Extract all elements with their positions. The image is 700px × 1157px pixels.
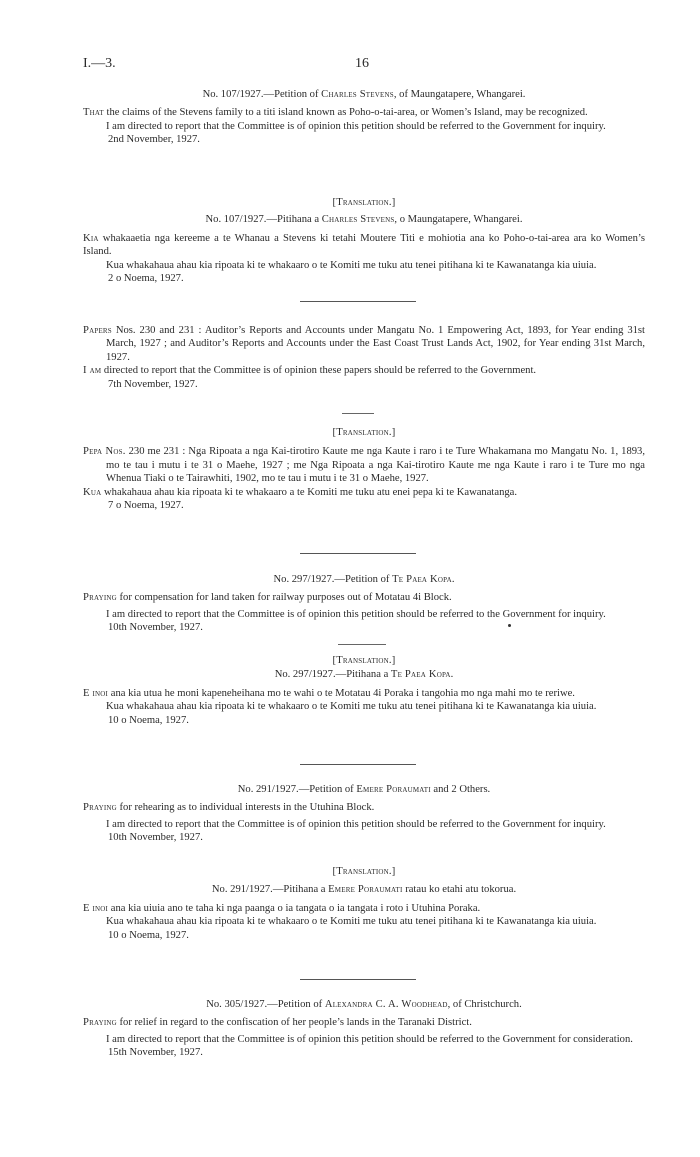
translation-label: [Translation.]	[332, 197, 396, 208]
petition-body-maori: E inoi ana kia uiuia ano te taha ki nga paanga o ia tangata o ia tangata i roto i Utuhina Poraka.	[83, 902, 481, 914]
petition-body: Praying for compensation for land taken for railway purposes out of Motatau 4i Block.	[83, 592, 452, 604]
committee-report-maori: Kua whakahaua ahau kia ripoata ki te whakaaro o te Komiti me tuku atu tenei pitihana ki te Kawanatanga kia uiuia.	[106, 916, 597, 928]
petition-305-english	[83, 998, 645, 1060]
ink-speck	[508, 624, 511, 627]
section-divider	[300, 764, 416, 765]
report-date: 10th November, 1927.	[108, 622, 203, 634]
petition-heading-maori: No. 291/1927.—Pitihana a Emere Poraumati ratau ko etahi atu tokorua.	[211, 884, 517, 896]
committee-report-maori: Kua whakahaua ahau kia ripoata ki te whakaaro o te Komiti me tuku atu tenei pitihana ki te Kawanatanga kia uiuia.	[106, 259, 597, 271]
petition-297-english	[83, 573, 645, 635]
petition-heading-maori: No. 297/1927.—Pitihana a Te Paea Kopa.	[274, 669, 454, 681]
petition-heading: No. 291/1927.—Petition of Emere Poraumati and 2 Others.	[237, 784, 491, 795]
translation-label: [Translation.]	[332, 866, 396, 877]
petition-body: That the claims of the Stevens family to a titi island known as Poho-o-tai-area, or Women’s Island, may be recognized.	[83, 107, 588, 119]
petition-107-english	[83, 88, 645, 147]
section-divider	[300, 301, 416, 302]
committee-report: I am directed to report that the Committee is of opinion this petition should be referred to the Government for consideration.	[106, 1033, 633, 1045]
page-number: 16	[355, 56, 369, 71]
committee-report: I am directed to report that the Committee is of opinion this petition should be referred to the Government for inquiry.	[106, 818, 606, 830]
petition-heading: No. 305/1927.—Petition of Alexandra C. A. Woodhead, of Christchurch.	[206, 999, 522, 1010]
report-date: 7th November, 1927.	[108, 378, 198, 390]
committee-report-maori: Kua whakahaua ahau kia ripoata ki te whakaaro o te Komiti me tuku atu tenei pitihana ki te Kawanatanga kia uiuia.	[106, 701, 597, 713]
papers-230-231-english	[83, 324, 645, 391]
petition-heading: No. 297/1927.—Petition of Te Paea Kopa.	[273, 574, 455, 585]
document-reference: I.—3.	[83, 56, 116, 71]
report-date-maori: 10 o Noema, 1927.	[108, 714, 189, 726]
report-date: 10th November, 1927.	[108, 832, 203, 844]
translation-label: [Translation.]	[332, 655, 396, 666]
petition-heading-maori: No. 107/1927.—Pitihana a Charles Stevens, o Maungatapere, Whangarei.	[205, 214, 523, 226]
report-date: 2nd November, 1927.	[108, 134, 200, 146]
section-divider	[300, 553, 416, 554]
translation-label: [Translation.]	[332, 427, 396, 438]
petition-body-maori: Kia whakaaetia nga kereeme a te Whanau a Stevens ki tetahi Moutere Titi e mohiotia ana ko Poho-o-tai-area ara ko Women’s Island.	[83, 232, 645, 258]
report-date-maori: 2 o Noema, 1927.	[108, 273, 184, 285]
committee-report: I am directed to report that the Committee is of opinion these papers should be referred to the Government.	[83, 365, 537, 377]
report-date-maori: 7 o Noema, 1927.	[108, 500, 184, 512]
papers-description-maori: Pepa Nos. 230 me 231 : Nga Ripoata a nga Kai-tirotiro Kaute me nga Kaute i raro i te Ture Whakamana mo Mangatu No. 1, 1893, mo te tau i mutu i te 31 o Maehe, 1927 ; me Nga Ripoata a nga Kai-tirotiro Kaute me nga Kaute i raro i te Ture mo nga Whenua Tiaki o te Tairawhiti, 1902, mo te tau i mutu i te 31 o Maehe, 1927.	[83, 446, 645, 485]
papers-description: Papers Nos. 230 and 231 : Auditor’s Reports and Accounts under Mangatu No. 1 Empowering Act, 1893, for Year ending 31st March, 1927 ; and Auditor’s Reports and Accounts under the East Coast Trust Lands Act, 1902, for Year ending 31st March, 1927.	[83, 325, 645, 363]
committee-report: I am directed to report that the Committee is of opinion this petition should be referred to the Government for inquiry.	[106, 120, 606, 132]
petition-heading: No. 107/1927.—Petition of Charles Stevens, of Maungatapere, Whangarei.	[202, 89, 526, 100]
petition-body-maori: E inoi ana kia utua he moni kapeneheihana mo te wahi o te Motatau 4i Poraka i tangohia mo nga mahi mo te reriwe.	[83, 687, 575, 699]
petition-291-translation	[83, 865, 645, 942]
translation-divider	[338, 644, 386, 645]
section-divider	[300, 979, 416, 980]
report-date-maori: 10 o Noema, 1927.	[108, 929, 189, 941]
translation-divider	[342, 413, 374, 414]
report-date: 15th November, 1927.	[108, 1047, 203, 1059]
committee-report: I am directed to report that the Committee is of opinion this petition should be referred to the Government for inquiry.	[106, 608, 606, 620]
petition-body: Praying for relief in regard to the confiscation of her people’s lands in the Taranaki District.	[83, 1017, 472, 1029]
papers-230-231-translation	[83, 426, 645, 512]
petition-297-translation	[83, 654, 645, 727]
committee-report-maori: Kua whakahaua ahau kia ripoata ki te whakaaro a te Komiti me tuku atu enei pepa ki te Kawanatanga.	[83, 486, 518, 498]
petition-body: Praying for rehearing as to individual interests in the Utuhina Block.	[83, 802, 375, 814]
petition-291-english	[83, 783, 645, 845]
petition-107-translation	[83, 196, 645, 285]
